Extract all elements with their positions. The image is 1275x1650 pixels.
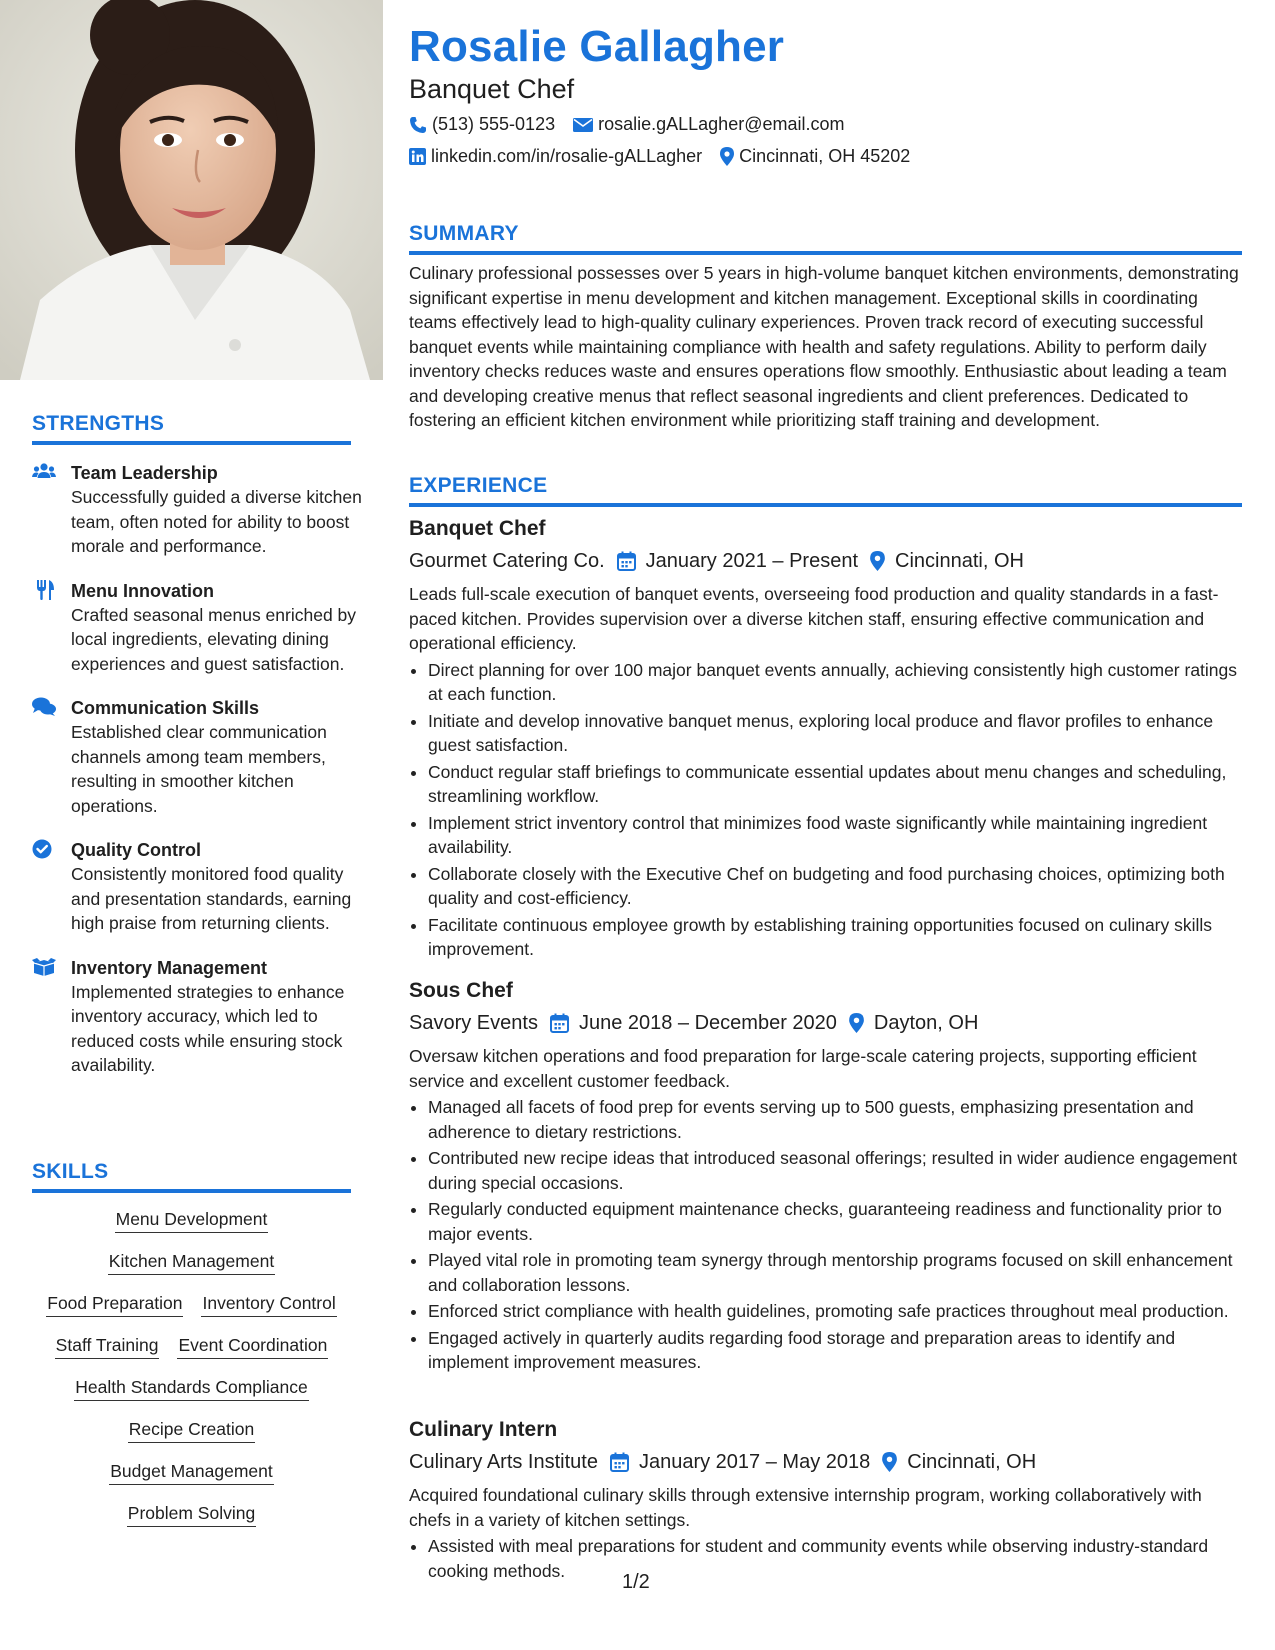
contact-row	[409, 146, 928, 167]
strength-item	[32, 696, 362, 818]
calendar-icon	[610, 1452, 629, 1472]
profile-photo	[0, 0, 383, 380]
bullet-item: • Engaged actively in quarterly audits regarding food storage and preparation areas to identify and implement improvement measures.	[428, 1326, 1242, 1375]
envelope-icon	[573, 117, 593, 133]
job-title: Banquet Chef	[409, 517, 546, 540]
check-circle-icon	[32, 839, 56, 859]
job-bullets	[409, 658, 1242, 962]
users-icon	[32, 462, 56, 482]
strengths-list	[32, 461, 362, 1098]
linkedin-contact[interactable]	[409, 146, 702, 167]
experience-heading: EXPERIENCE	[409, 474, 1242, 507]
bullet-item: • Initiate and develop innovative banquet menus, exploring local produce and flavor profiles to enhance guest satisfaction.	[428, 709, 1242, 758]
job-title: Culinary Intern	[409, 1418, 558, 1441]
job-meta	[409, 548, 1242, 574]
skills-list	[32, 1206, 351, 1542]
strength-title: Inventory Management	[71, 957, 268, 978]
bullet-item: • Regularly conducted equipment maintenance checks, guaranteeing readiness and functionality prior to major events.	[428, 1197, 1242, 1246]
page-number: 1/2	[622, 1571, 650, 1593]
skill-tag: Budget Management	[109, 1458, 273, 1485]
email-contact[interactable]	[573, 114, 844, 135]
skill-tag: Inventory Control	[201, 1290, 336, 1317]
bullet-item: • Facilitate continuous employee growth by establishing training opportunities focused on culinary skills improvement.	[428, 913, 1242, 962]
location-text: Cincinnati, OH 45202	[739, 146, 911, 166]
contact-row	[409, 114, 863, 135]
skill-tag: Event Coordination	[177, 1332, 328, 1359]
calendar-icon	[550, 1013, 569, 1033]
skill-tag: Staff Training	[55, 1332, 160, 1359]
skill-tag: Menu Development	[115, 1206, 269, 1233]
job-description: Oversaw kitchen operations and food preparation for large-scale catering projects, supporting efficient service and excellent customer feedback.	[409, 1046, 1197, 1091]
job-entry	[409, 516, 1242, 964]
strength-description: Implemented strategies to enhance inventory accuracy, which led to reduced costs while ensuring stock availability.	[71, 981, 345, 1075]
company-name: Gourmet Catering Co.	[409, 550, 605, 572]
bullet-item: • Direct planning for over 100 major banquet events annually, achieving consistently high customer ratings at each function.	[428, 658, 1242, 707]
bullet-item: • Implement strict inventory control that minimizes food waste significantly while maintaining ingredient availability.	[428, 811, 1242, 860]
skills-heading: SKILLS	[32, 1160, 351, 1193]
map-pin-icon	[870, 551, 885, 571]
strength-description: Established clear communication channels among team members, resulting in smoother kitchen operations.	[71, 722, 327, 816]
job-dates: January 2021 – Present	[645, 550, 859, 572]
job-meta	[409, 1010, 1242, 1036]
phone-contact	[409, 114, 555, 135]
map-pin-icon	[882, 1452, 897, 1472]
bullet-item: • Managed all facets of food prep for events serving up to 500 guests, emphasizing presentation and adherence to dietary restrictions.	[428, 1095, 1242, 1144]
person-name: Rosalie Gallagher	[409, 22, 785, 71]
job-description: Acquired foundational culinary skills through extensive internship program, working collaboratively with chefs in a variety of kitchen settings.	[409, 1485, 1202, 1530]
map-pin-icon	[849, 1013, 864, 1033]
phone-icon	[409, 116, 427, 134]
bullet-item: • Contributed new recipe ideas that introduced seasonal offerings; resulted in wider audience engagement during special occasions.	[428, 1146, 1242, 1195]
job-entry	[409, 978, 1242, 1377]
skill-tag: Health Standards Compliance	[74, 1374, 309, 1401]
bullet-item: • Played vital role in promoting team synergy through mentorship programs focused on skill enhancement and collaboration lessons.	[428, 1248, 1242, 1297]
strength-title: Menu Innovation	[71, 580, 214, 601]
job-description: Leads full-scale execution of banquet events, overseeing food production and quality standards in a fast-paced kitchen. Provides supervision over a diverse kitchen staff, ensuring effective communication and operational efficiency.	[409, 584, 1219, 653]
utensils-icon	[32, 580, 56, 600]
linkedin-url[interactable]: linkedin.com/in/rosalie-gALLagher	[431, 146, 703, 166]
bullet-item: • Assisted with meal preparations for student and community events while observing industry-standard cooking methods.	[428, 1534, 1242, 1583]
strength-description: Successfully guided a diverse kitchen team, often noted for ability to boost morale and performance.	[71, 487, 362, 556]
left-column	[0, 0, 383, 1650]
bullet-item: • Enforced strict compliance with health guidelines, promoting safe practices throughout meal production.	[428, 1299, 1242, 1324]
location-contact	[720, 146, 910, 167]
job-entry	[409, 1417, 1242, 1585]
strength-item	[32, 579, 362, 677]
job-location: Cincinnati, OH	[907, 1451, 1037, 1473]
job-meta	[409, 1449, 1242, 1475]
job-title: Sous Chef	[409, 979, 513, 1002]
skill-tag: Food Preparation	[46, 1290, 183, 1317]
job-dates: June 2018 – December 2020	[578, 1012, 837, 1034]
summary-text: Culinary professional possesses over 5 years in high-volume banquet kitchen environments, demonstrating significant expertise in menu development and kitchen management. Exceptional skills in coordinating teams effectively lead to high-quality culinary experiences. Proven track record of executing successful banquet events while maintaining compliance with health and safety regulations. Ability to perform daily inventory checks reduces waste and ensures operations flow smoothly. Enthusiastic about leading a team and developing creative menus that reflect seasonal ingredients and client preferences. Dedicated to fostering an efficient kitchen environment while prioritizing staff training and development.	[409, 263, 1239, 430]
job-bullets	[409, 1534, 1242, 1583]
strengths-heading: STRENGTHS	[32, 412, 351, 445]
email-address[interactable]: rosalie.gALLagher@email.com	[598, 114, 845, 134]
strength-item	[32, 838, 362, 936]
linkedin-icon	[409, 148, 426, 165]
strength-item	[32, 956, 362, 1078]
strength-item	[32, 461, 362, 559]
company-name: Savory Events	[409, 1012, 538, 1034]
skill-tag: Problem Solving	[127, 1500, 256, 1527]
boxes-icon	[32, 957, 56, 977]
strength-title: Communication Skills	[71, 698, 260, 718]
job-location: Dayton, OH	[873, 1012, 979, 1034]
calendar-icon	[617, 551, 636, 571]
strength-description: Crafted seasonal menus enriched by local ingredients, elevating dining experiences and guest satisfaction.	[71, 604, 357, 674]
person-title: Banquet Chef	[409, 74, 575, 104]
phone-number: (513) 555-0123	[432, 114, 556, 134]
map-pin-icon	[720, 147, 734, 166]
strength-description: Consistently monitored food quality and presentation standards, earning high praise from returning clients.	[71, 864, 352, 933]
bullet-item: • Conduct regular staff briefings to communicate essential updates about menu changes and scheduling, streamlining workflow.	[428, 760, 1242, 809]
skill-tag: Recipe Creation	[128, 1416, 255, 1443]
strength-title: Team Leadership	[71, 463, 218, 483]
job-bullets	[409, 1095, 1242, 1375]
strength-title: Quality Control	[71, 840, 201, 860]
summary-heading: SUMMARY	[409, 222, 1242, 255]
company-name: Culinary Arts Institute	[409, 1451, 598, 1473]
bullet-item: • Collaborate closely with the Executive Chef on budgeting and food purchasing choices, optimizing both quality and cost-efficiency.	[428, 862, 1242, 911]
job-dates: January 2017 – May 2018	[638, 1451, 871, 1473]
job-location: Cincinnati, OH	[895, 550, 1024, 572]
skill-tag: Kitchen Management	[108, 1248, 275, 1275]
comments-icon	[32, 697, 56, 717]
